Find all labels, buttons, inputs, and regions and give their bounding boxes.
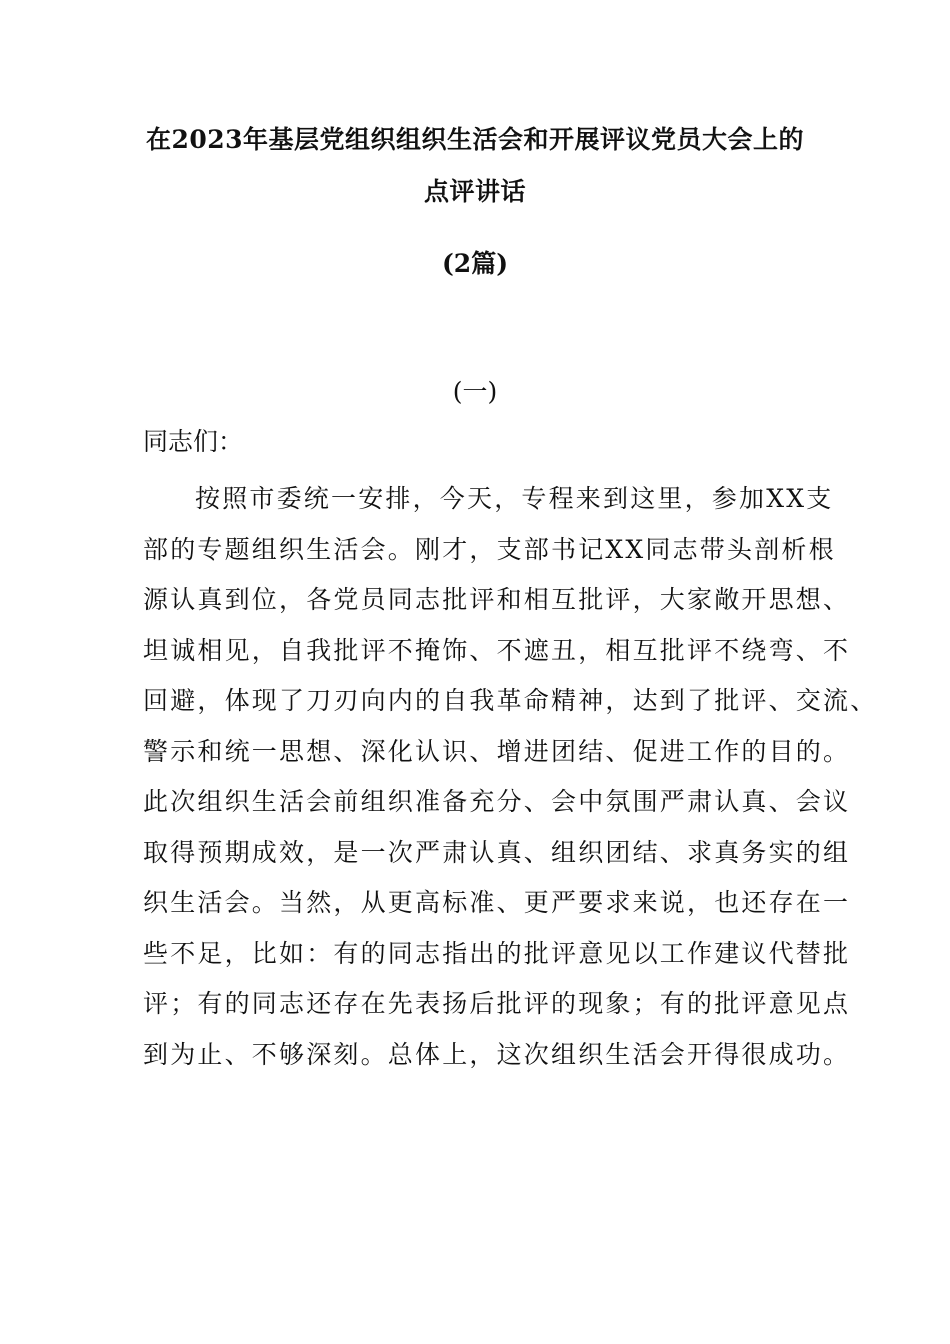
section-marker: (一) [452,377,498,406]
body-line: 源认真到位，各党员同志批评和相互批评，大家敞开思想、 [143,585,851,614]
body-paragraph [143,474,878,1080]
body-line: 织生活会。当然，从更高标准、更严要求来说，也还存在一 [143,888,851,917]
body-line: 评；有的同志还存在先表扬后批评的现象；有的批评意见点 [143,989,851,1018]
body-line: 警示和统一思想、深化认识、增进团结、促进工作的目的。 [143,736,851,766]
body-line: 些不足，比如：有的同志指出的批评意见以工作建议代替批 [143,938,851,968]
salutation: 同志们： [143,427,244,456]
body-line: 到为止、不够深刻。总体上，这次组织生活会开得很成功。 [143,1039,851,1069]
document-subtitle: (2篇) [441,249,509,278]
body-line: 按照市委统一安排，今天，专程来到这里，参加XX支 [195,484,834,513]
body-line: 部的专题组织生活会。刚才，支部书记XX同志带头剖析根 [143,534,836,564]
body-line: 此次组织生活会前组织准备充分、会中氛围严肃认真、会议 [143,787,851,816]
document-title-line-1: 在2023年基层党组织组织生活会和开展评议党员大会上的 [145,125,805,154]
body-line: 取得预期成效，是一次严肃认真、组织团结、求真务实的组 [143,837,851,867]
body-line: 回避，体现了刀刃向内的自我革命精神，达到了批评、交流、 [143,686,878,715]
document-title-line-2: 点评讲话 [423,177,526,206]
body-line: 坦诚相见，自我批评不掩饰、不遮丑，相互批评不绕弯、不 [143,635,851,665]
